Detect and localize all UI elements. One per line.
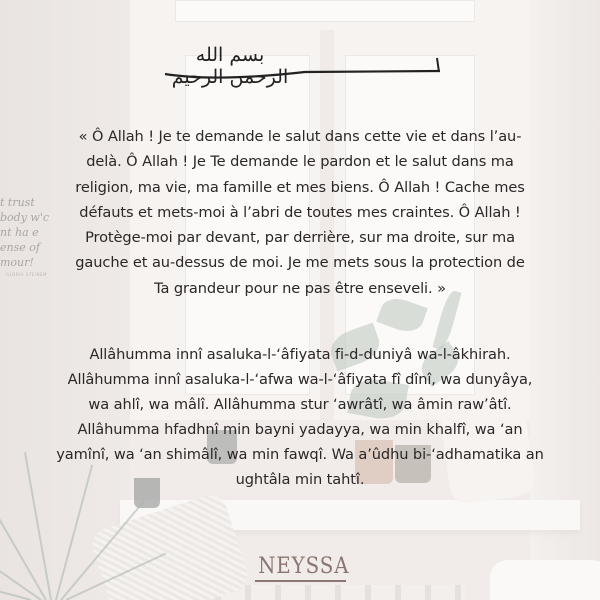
french-line: religion, ma vie, ma famille et mes biens. Ô Allah ! Cache mes — [75, 178, 525, 196]
poster-line: nt ha e — [0, 226, 39, 239]
poster-line: t trust — [0, 196, 35, 209]
french-line: delà. Ô Allah ! Je Te demande le pardon et le salut dans ma — [86, 153, 514, 171]
poster-line: ense of — [0, 241, 40, 254]
transliteration-line: Allâhumma innî asaluka-l-‘âfiyata fi-d-duniyâ wa-l-âkhirah. — [89, 346, 511, 363]
french-line: gauche et au-dessus de moi. Je me mets sous la protection de — [75, 254, 525, 272]
french-line: Protège-moi par devant, par derrière, sur ma droite, sur ma — [85, 229, 515, 247]
poster-line: mour! — [0, 256, 34, 269]
transliteration-line: wa ahlî, wa mâlî. Allâhumma stur ‘awrâtî, wa âmin raw’âtî. — [88, 396, 512, 413]
bismillah-text: بسم الله الرحمن الرحيم — [171, 44, 289, 88]
transliteration-line: Allâhumma hfadhnî min bayni yadayya, wa min khalfî, wa ‘an — [77, 421, 523, 438]
poster-line: body w'c — [0, 211, 50, 224]
poster-signature: GLORIA STEINEM — [6, 272, 47, 277]
brand-logo — [253, 556, 348, 582]
french-line: Ta grandeur pour ne pas être enseveli. » — [154, 279, 446, 297]
french-line: « Ô Allah ! Je te demande le salut dans cette vie et dans l’au- — [78, 128, 522, 145]
transliteration-text — [40, 342, 560, 492]
brand-underline — [255, 580, 346, 582]
french-line: défauts et mets-moi à l’abri de toutes mes craintes. Ô Allah ! — [79, 203, 521, 221]
brand-name: NEYSSA — [258, 554, 350, 579]
transliteration-line: Allâhumma innî asaluka-l-‘afwa wa-l-‘âfiyata fî dînî, wa dunyâya, — [67, 371, 533, 388]
french-prayer-text — [50, 124, 550, 301]
transliteration-line: ughtâla min tahtî. — [235, 471, 365, 488]
transliteration-line: yamînî, wa ‘an shimâlî, wa min fawqî. Wa a’ûdhu bi-‘adhamatika an — [56, 446, 544, 463]
